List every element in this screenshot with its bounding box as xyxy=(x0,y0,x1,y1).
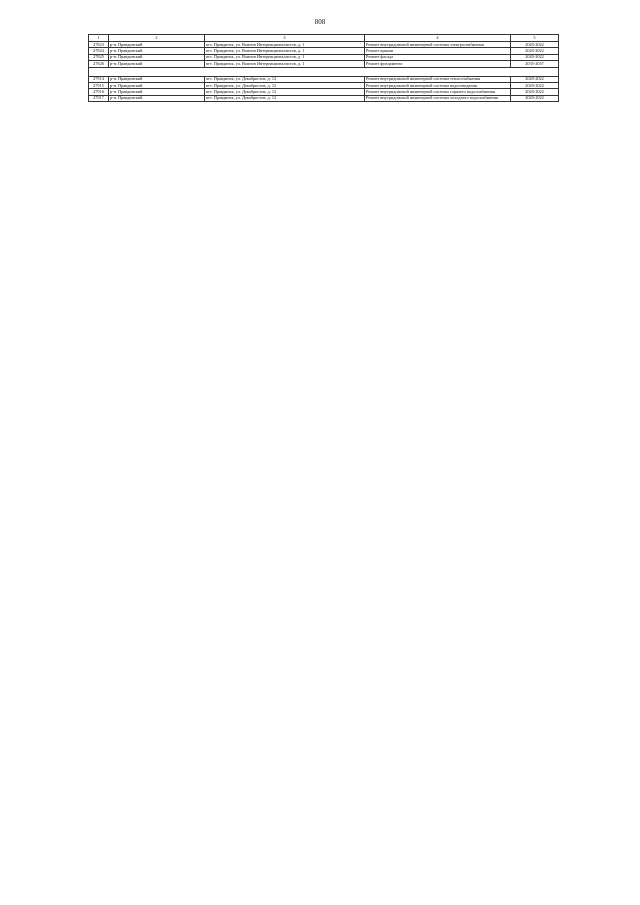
header-cell: 3 xyxy=(205,35,365,42)
row-number: 27915 xyxy=(89,82,109,88)
row-number: 27824 xyxy=(89,48,109,54)
period-cell: 2020-2022 xyxy=(511,48,559,54)
table-continuation xyxy=(89,67,559,76)
district-cell: р-н. Правдинский xyxy=(109,48,205,54)
header-cell: 1 xyxy=(89,35,109,42)
district-cell: р-н. Правдинский xyxy=(109,82,205,88)
district-cell: р-н. Правдинский xyxy=(109,89,205,95)
district-cell: р-н. Правдинский xyxy=(109,61,205,67)
register-table xyxy=(88,34,559,102)
row-number: 27826 xyxy=(89,61,109,67)
district-cell: р-н. Правдинский xyxy=(109,54,205,60)
address-cell: пгт. Правдинск, ул. Декабристов, д. 12 xyxy=(205,89,365,95)
district-cell: р-н. Правдинский xyxy=(109,76,205,82)
header-cell: 5 xyxy=(511,35,559,42)
work-type-cell: Ремонт фундамента xyxy=(365,61,511,67)
work-type-cell: Ремонт фасада xyxy=(365,54,511,60)
work-type-cell: Ремонт внутридомовой инженерной системы электроснабжения xyxy=(365,42,511,48)
period-cell: 2020-2022 xyxy=(511,42,559,48)
work-type-cell: Ремонт внутридомовой инженерной системы водоотведения xyxy=(365,82,511,88)
address-cell: пгт. Правдинск, ул. Воинов Интернационалистов, д. 1 xyxy=(205,61,365,67)
header-cell: 4 xyxy=(365,35,511,42)
row-number: 27825 xyxy=(89,54,109,60)
work-type-cell: Ремонт внутридомовой инженерной системы горячего водоснабжения xyxy=(365,89,511,95)
header-row xyxy=(89,35,559,42)
row-number: 27914 xyxy=(89,76,109,82)
address-cell: пгт. Правдинск, ул. Воинов Интернационалистов, д. 1 xyxy=(205,42,365,48)
address-cell: пгт. Правдинск, ул. Декабристов, д. 12 xyxy=(205,95,365,101)
period-cell: 2020-2022 xyxy=(511,95,559,101)
period-cell: 2035-2037 xyxy=(511,61,559,67)
period-cell: 2020-2022 xyxy=(511,82,559,88)
period-cell: 2020-2022 xyxy=(511,76,559,82)
work-type-cell: Ремонт внутридомовой инженерной системы холодного водоснабжения xyxy=(365,95,511,101)
header-cell: 2 xyxy=(109,35,205,42)
page-number: 808 xyxy=(314,18,326,26)
row-number: 27823 xyxy=(89,42,109,48)
address-cell: пгт. Правдинск, ул. Воинов Интернационалистов, д. 1 xyxy=(205,48,365,54)
period-cell: 2020-2022 xyxy=(511,54,559,60)
district-cell: р-н. Правдинский xyxy=(109,42,205,48)
row-number: 27916 xyxy=(89,89,109,95)
district-cell: р-н. Правдинский xyxy=(109,95,205,101)
table-row xyxy=(89,95,559,101)
address-cell: пгт. Правдинск, ул. Воинов Интернационалистов, д. 1 xyxy=(205,54,365,60)
row-number: 27917 xyxy=(89,95,109,101)
period-cell: 2020-2022 xyxy=(511,89,559,95)
address-cell: пгт. Правдинск, ул. Декабристов, д. 12 xyxy=(205,82,365,88)
work-type-cell: Ремонт крыши xyxy=(365,48,511,54)
address-cell: пгт. Правдинск, ул. Декабристов, д. 12 xyxy=(205,76,365,82)
work-type-cell: Ремонт внутридомовой инженерной системы теплоснабжения xyxy=(365,76,511,82)
